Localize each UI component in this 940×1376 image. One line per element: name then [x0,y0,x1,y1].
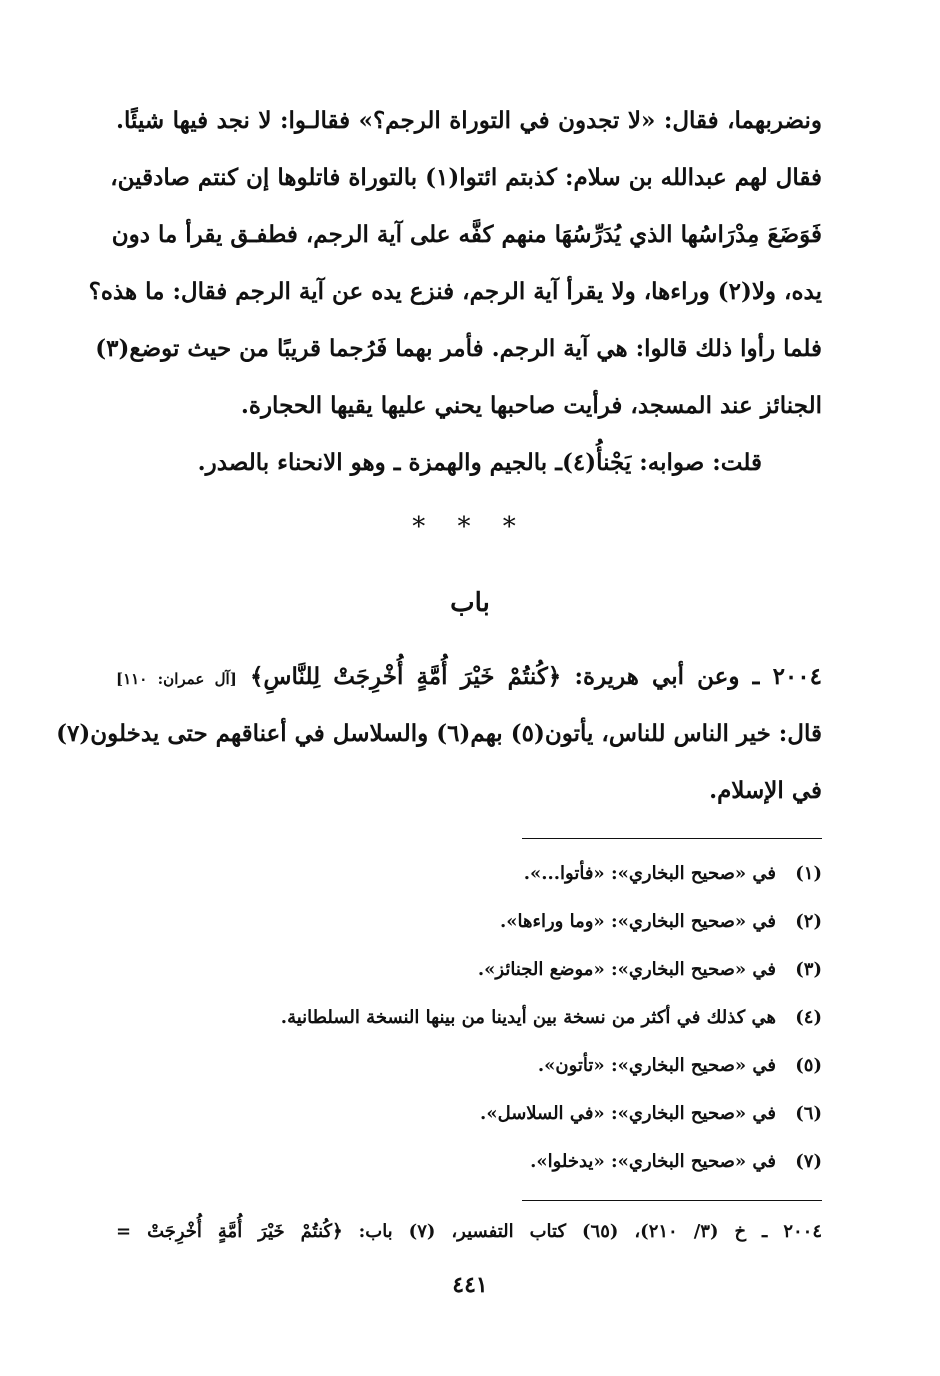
footnote [116,994,822,1042]
footnote-text: في «صحيح البخاري»: «تأتون». [537,1055,776,1076]
footnote [116,1138,822,1186]
source-divider [522,1200,822,1201]
footnote [116,850,822,898]
footnote-number: (٤) [795,1007,822,1028]
footnote-number: (٢) [795,911,822,932]
footnote-text: في «صحيح البخاري»: «في السلاسل». [480,1103,776,1124]
text-line-6: الجنائز عند المسجد، فرأيت صاحبها يحني عليها يقيها الحجارة. [240,392,822,419]
chapter-heading: باب [450,588,490,618]
footnotes [116,850,822,1186]
text-line-3: فَوَضَعَ مِدْرَاسُها الذي يُدَرِّسُهَا منهم كفَّه على آية الرجم، فطفـق يقرأ ما دون [111,221,822,248]
page-number: ٤٤١ [452,1272,488,1298]
verse-reference: [آل عمران: ١١٠] [116,670,237,688]
footnote [116,1090,822,1138]
footnote-text: في «صحيح البخاري»: «يدخلوا». [530,1151,776,1172]
quran-verse: ﴿كُنتُمْ خَيْرَ أُمَّةٍ أُخْرِجَتْ لِلنَّاسِ﴾ [249,663,562,690]
section-separator: * * * [412,512,528,542]
footnote-number: (٣) [795,959,822,980]
footnote [116,946,822,994]
source-reference: ٢٠٠٤ ـ خ (٣/ ٢١٠)، (٦٥) كتاب التفسير، (٧) باب: ﴿كُنتُمْ خَيْرَ أُمَّةٍ أُخْرِجَتْ = [116,1221,822,1242]
footnote-text: في «صحيح البخاري»: «فأتوا...». [523,863,776,884]
footnote [116,1042,822,1090]
hadith-line-2: قال: خير الناس للناس، يأتون(٥) بهم(٦) والسلاسل في أعناقهم حتى يدخلون(٧) [56,720,822,747]
main-text [88,92,822,491]
hadith-block [56,648,822,819]
footnote-number: (٧) [795,1151,822,1172]
text-line-2: فقال لهم عبدالله بن سلام: كذبتم ائتوا(١) بالتوراة فاتلوها إن كنتم صادقين، [110,164,822,191]
text-line-5: فلما رأوا ذلك قالوا: هي آية الرجم. فأمر بهما فَرُجما قريبًا من حيث توضع(٣) [95,335,822,362]
footnote-text: في «صحيح البخاري»: «وما وراءها». [500,911,776,932]
footnote-number: (١) [795,863,822,884]
footnote-divider [522,838,822,839]
text-line-1: ونضربهما، فقال: «لا تجدون في التوراة الرجم؟» فقالـوا: لا نجد فيها شيئًا. [116,107,822,134]
hadith-line-1 [116,648,822,705]
hadith-number-narrator: ٢٠٠٤ ـ وعن أبي هريرة: [574,663,822,690]
text-line-4: يده، ولا(٢) وراءها، ولا يقرأ آية الرجم، فنزع يده عن آية الرجم فقال: ما هذه؟ [88,278,822,305]
editor-note: قلت: صوابه: يَجْنأُ(٤)ـ بالجيم والهمزة ـ وهو الانحناء بالصدر. [197,449,762,476]
footnote-number: (٦) [795,1103,822,1124]
hadith-line-3: في الإسلام. [709,777,822,804]
footnote-text: هي كذلك في أكثر من نسخة بين أيدينا من بينها النسخة السلطانية. [280,1007,776,1028]
footnote [116,898,822,946]
footnote-number: (٥) [795,1055,822,1076]
footnote-text: في «صحيح البخاري»: «موضع الجنائز». [477,959,776,980]
